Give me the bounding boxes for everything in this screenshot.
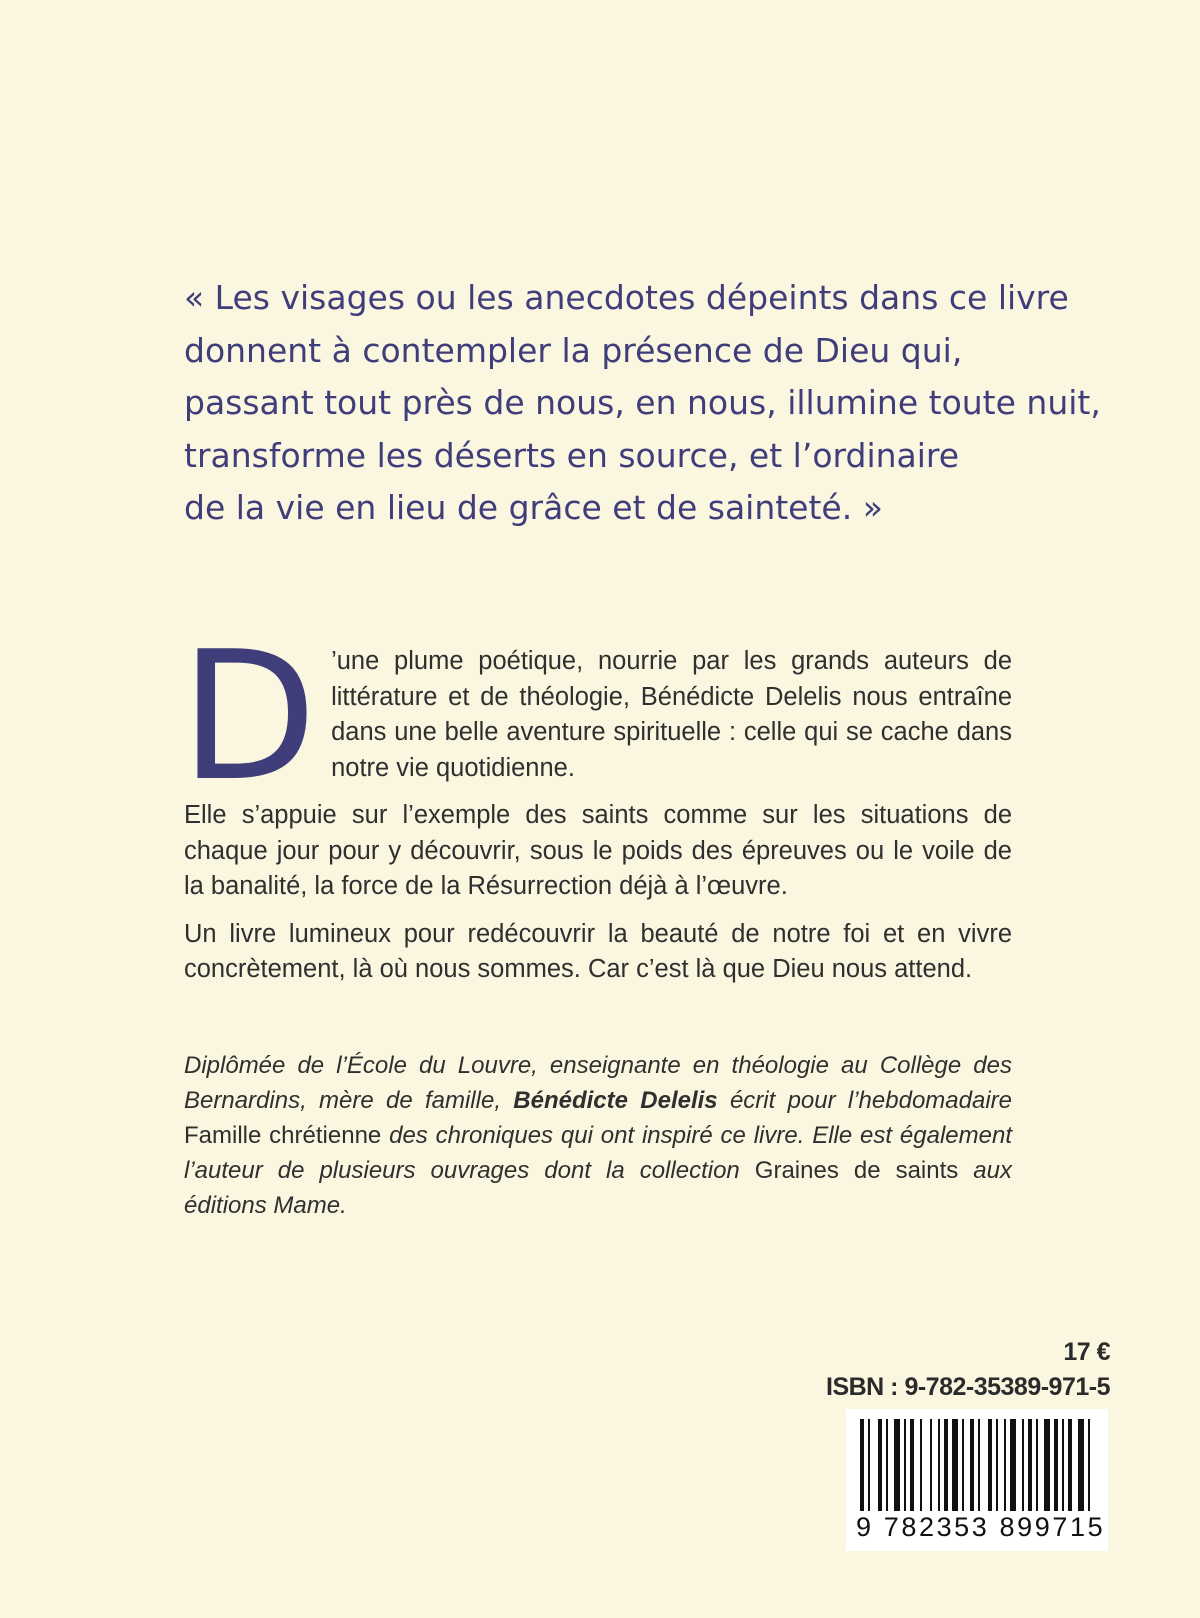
bio-text: Diplômée de l’École du Louvre, enseignante en théologie au Collège des Bernardins, mère de famille, [184,1052,1012,1114]
barcode-bar [962,1419,964,1511]
barcode-bar [970,1419,974,1511]
barcode-bar [1028,1419,1032,1511]
quote-line: transforme les déserts en source, et l’ordinaire [184,435,960,475]
barcode-bar [1054,1419,1058,1511]
barcode-bar [952,1419,958,1511]
barcode-bar [860,1419,864,1511]
barcode-bar [1010,1419,1016,1511]
bio-text: écrit pour l’hebdomadaire [717,1087,1013,1114]
barcode-bar [996,1419,998,1511]
barcode-bar [904,1419,906,1511]
barcode-bar [1022,1419,1024,1511]
author-bio [184,1048,1012,1223]
barcode-bar [938,1419,940,1511]
quote-line: « Les visages ou les anecdotes dépeints dans ce livre [184,278,1069,317]
quote-line: passant tout près de nous, en nous, illumine toute nuit, [184,383,1101,422]
blurb-paragraph-3: Un livre lumineux pour redécouvrir la beauté de notre foi et en vivre concrètement, là où nous sommes. Car c’est là que Dieu nous attend. [184,919,1012,983]
barcode-bar [1004,1419,1006,1511]
barcode-digits: 9 782353 899715 [856,1512,1106,1542]
barcode-bar [1078,1419,1084,1511]
blurb-paragraph-1-text: ’une plume poétique, nourrie par les grands auteurs de littérature et de théologie, Bénédicte Delelis nous entraîne dans une belle aventure spirituelle : celle qui se cache dans notre vie quotidienne. [331,647,1012,782]
bio-text: des chroniques qui ont inspiré ce livre. Elle est également l’auteur de plusieurs ouvrages dont la collection [184,1122,1012,1184]
barcode-bar [944,1419,948,1511]
barcode-bar [910,1419,914,1511]
barcode-bar [1062,1419,1064,1511]
blurb [180,613,1012,1000]
barcode-bar [988,1419,992,1511]
quote-line: donnent à contempler la présence de Dieu qui, [184,330,963,370]
blurb-paragraph-2: Elle s’appuie sur l’exemple des saints comme sur les situations de chaque jour pour y découvrir, sous le poids des épreuves ou le voile de la banalité, la force de la Résurrection déjà à l’œuvre. [184,801,1012,900]
drop-cap: D [180,613,318,820]
barcode-bar [930,1419,932,1511]
isbn-label: ISBN : 9-782-35389-971-5 [826,1373,1110,1401]
author-name: Bénédicte Delelis [513,1087,718,1114]
magazine-name: Famille chrétienne [184,1122,382,1149]
barcode-bar [1044,1419,1050,1511]
cover-quote [184,272,1101,535]
quote-line: de la vie en lieu de grâce et de sainteté. » [184,488,883,527]
barcode-bar [886,1419,888,1511]
price-label: 17 € [1063,1338,1110,1366]
barcode [846,1409,1108,1551]
blurb-paragraph-1 [180,613,1012,820]
barcode-bar [894,1419,900,1511]
barcode-bar [1068,1419,1072,1511]
barcode-bar [1088,1419,1090,1511]
barcode-bar [1036,1419,1038,1511]
barcode-bar [868,1419,870,1511]
collection-name: Graines de saints [754,1157,959,1184]
barcode-bar [920,1419,922,1511]
bio-text: aux éditions Mame. [184,1157,1012,1219]
barcode-bar [978,1419,980,1511]
barcode-bar [878,1419,882,1511]
